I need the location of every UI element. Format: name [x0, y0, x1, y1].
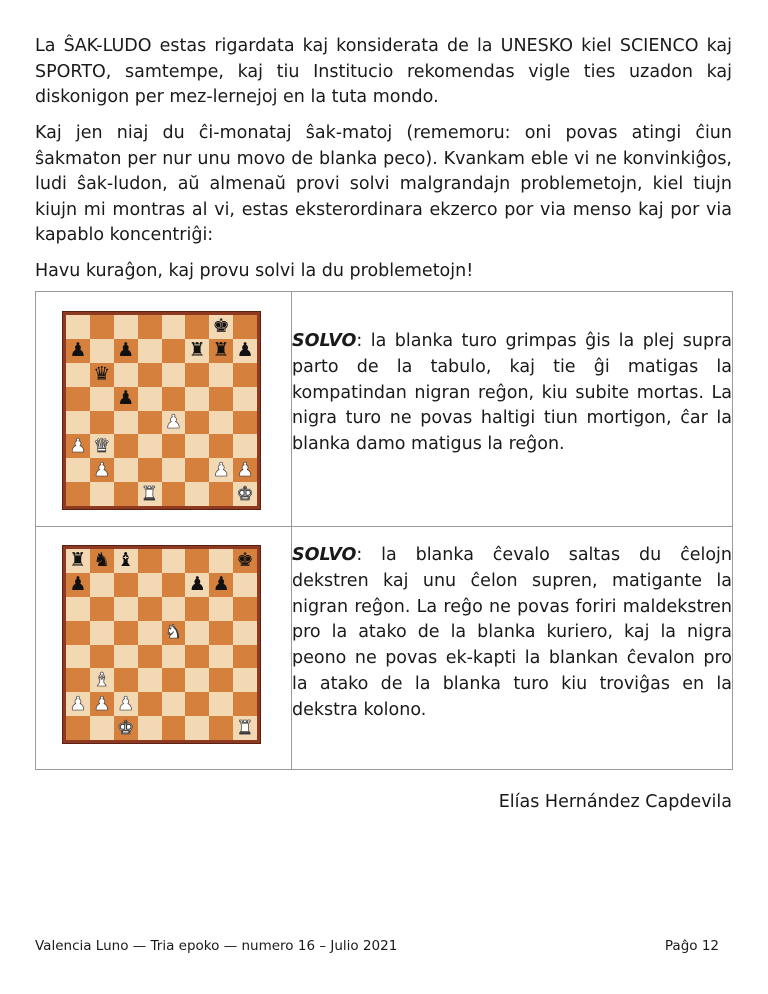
board-square: [233, 482, 257, 506]
board-square: [185, 716, 209, 740]
black-rook-icon: ♜: [69, 549, 87, 572]
board-square: [233, 387, 257, 411]
black-pawn-icon: ♟: [69, 573, 87, 596]
chessboard: [66, 549, 257, 740]
board-square: [90, 411, 114, 435]
board-square: [66, 434, 90, 458]
board-square: [162, 387, 186, 411]
white-king-icon: ♚: [236, 482, 254, 505]
board-square: [114, 434, 138, 458]
board-square: [162, 668, 186, 692]
black-pawn-icon: ♟: [212, 573, 230, 596]
board-square: [114, 411, 138, 435]
board-square: [138, 716, 162, 740]
board-square: [114, 315, 138, 339]
white-queen-icon: ♛: [93, 434, 111, 457]
board-square: [138, 363, 162, 387]
board-square: [66, 645, 90, 669]
board-square: [66, 621, 90, 645]
author-name: Elías Hernández Capdevila: [498, 792, 732, 812]
board-square: [233, 692, 257, 716]
solution-label: SOLVO: [292, 545, 357, 565]
chessboard: [66, 315, 257, 506]
board-square: [185, 692, 209, 716]
white-knight-icon: ♞: [164, 621, 182, 644]
board-square: [114, 549, 138, 573]
board-square: [209, 692, 233, 716]
black-pawn-icon: ♟: [117, 387, 135, 410]
board-square: [138, 692, 162, 716]
board-square: [90, 645, 114, 669]
board-square: [90, 387, 114, 411]
black-pawn-icon: ♟: [69, 339, 87, 362]
board-square: [138, 621, 162, 645]
white-pawn-icon: ♟: [93, 458, 111, 481]
board-square: [162, 411, 186, 435]
board-square: [138, 482, 162, 506]
board-square: [114, 573, 138, 597]
board-square: [90, 692, 114, 716]
board-square: [233, 339, 257, 363]
board-square: [138, 597, 162, 621]
board-square: [114, 363, 138, 387]
solution-body: : la blanka turo grimpas ĝis la plej supra parto de la tabulo, kaj tie ĝi matigas la kompatindan nigran reĝon, kiu subite mortas. La nigra turo ne povas haltigi tiun mortigon, ĉar la blanka damo matigus la reĝon.: [292, 331, 732, 455]
board-square: [66, 339, 90, 363]
board-square: [209, 573, 233, 597]
board-square: [233, 549, 257, 573]
board-square: [209, 434, 233, 458]
chessboard-frame: [62, 311, 261, 510]
black-pawn-icon: ♟: [117, 339, 135, 362]
board-square: [185, 621, 209, 645]
board-square: [90, 573, 114, 597]
board-square: [162, 573, 186, 597]
solution-body: : la blanka ĉevalo saltas du ĉelojn dekstren kaj unu ĉelon supren, matigante la nigran reĝon. La reĝo ne povas foriri maldekstren pro la atako de la blanka kuriero, kaj la nigra peono ne povas ek-kapti la blankan ĉevalon pro la atako de la blanka turo kiu troviĝas en la dekstra kolono.: [292, 545, 732, 720]
board-square: [233, 363, 257, 387]
board-square: [233, 645, 257, 669]
board-square: [66, 597, 90, 621]
board-square: [185, 387, 209, 411]
white-pawn-icon: ♟: [164, 410, 182, 433]
call-to-action: Havu kuraĝon, kaj provu solvi la du problemetojn!: [35, 261, 474, 281]
board-square: [138, 668, 162, 692]
board-square: [185, 363, 209, 387]
body-paragraph: Kaj jen niaj du ĉi-monataj ŝak-matoj (rememoru: oni povas atingi ĉiun ŝakmaton per nur unu movo de blanka peco). Kvankam eble vi ne konvinkiĝos, ludi ŝak-ludon, aŭ almenaŭ provi solvi malgrandajn problemetojn, kiel tiujn kiujn mi montras al vi, estas eksterordinara ekzerco por via menso kaj por via kapablo koncentriĝi:: [35, 123, 732, 245]
footer-publication: Valencia Luno — Tria epoko — numero 16 – Julio 2021: [35, 938, 398, 954]
board-square: [90, 597, 114, 621]
board-square: [185, 434, 209, 458]
black-pawn-icon: ♟: [188, 573, 206, 596]
board-square: [66, 549, 90, 573]
black-queen-icon: ♛: [93, 363, 111, 386]
board-square: [138, 549, 162, 573]
white-pawn-icon: ♟: [117, 692, 135, 715]
board-square: [162, 621, 186, 645]
board-square: [114, 482, 138, 506]
board-square: [185, 411, 209, 435]
black-bishop-icon: ♝: [117, 549, 135, 572]
puzzles-table: [35, 291, 733, 770]
board-square: [138, 315, 162, 339]
board-square: [162, 363, 186, 387]
black-king-icon: ♚: [236, 549, 254, 572]
board-square: [209, 549, 233, 573]
board-square: [162, 597, 186, 621]
board-square: [138, 573, 162, 597]
board-square: [66, 458, 90, 482]
solution-cell: [292, 527, 733, 770]
board-square: [90, 363, 114, 387]
board-square: [114, 668, 138, 692]
board-square: [114, 716, 138, 740]
board-square: [185, 668, 209, 692]
board-square: [233, 458, 257, 482]
board-square: [138, 411, 162, 435]
board-square: [66, 363, 90, 387]
solution-text: [292, 543, 732, 724]
white-pawn-icon: ♟: [69, 434, 87, 457]
white-bishop-icon: ♝: [93, 668, 111, 691]
board-cell: [36, 527, 292, 770]
board-square: [185, 458, 209, 482]
board-square: [66, 411, 90, 435]
board-square: [209, 339, 233, 363]
board-square: [114, 621, 138, 645]
board-square: [114, 387, 138, 411]
board-square: [138, 339, 162, 363]
board-square: [138, 387, 162, 411]
board-square: [185, 573, 209, 597]
board-square: [114, 597, 138, 621]
black-rook-icon: ♜: [188, 339, 206, 362]
board-square: [90, 458, 114, 482]
board-square: [233, 315, 257, 339]
board-square: [233, 668, 257, 692]
board-square: [209, 411, 233, 435]
intro-paragraph: La ŜAK-LUDO estas rigardata kaj konsiderata de la UNESKO kiel SCIENCO kaj SPORTO, samtempe, kaj tiu Institucio rekomendas vigle ties uzadon kaj diskonigon per mez-lernejoj en la tuta mondo.: [35, 36, 732, 107]
board-square: [209, 668, 233, 692]
board-square: [209, 363, 233, 387]
board-square: [114, 692, 138, 716]
board-square: [66, 315, 90, 339]
board-square: [138, 458, 162, 482]
board-square: [66, 573, 90, 597]
board-square: [233, 597, 257, 621]
board-square: [209, 597, 233, 621]
board-square: [209, 716, 233, 740]
white-pawn-icon: ♟: [236, 458, 254, 481]
black-pawn-icon: ♟: [236, 339, 254, 362]
board-square: [90, 482, 114, 506]
board-square: [162, 458, 186, 482]
board-square: [233, 621, 257, 645]
board-square: [90, 315, 114, 339]
board-square: [138, 434, 162, 458]
board-square: [162, 716, 186, 740]
board-square: [185, 482, 209, 506]
board-square: [90, 621, 114, 645]
board-square: [233, 411, 257, 435]
board-square: [66, 482, 90, 506]
board-square: [90, 434, 114, 458]
board-square: [114, 645, 138, 669]
board-square: [185, 339, 209, 363]
white-king-icon: ♚: [117, 716, 135, 739]
board-square: [66, 716, 90, 740]
board-square: [162, 434, 186, 458]
board-square: [114, 458, 138, 482]
black-rook-icon: ♜: [212, 339, 230, 362]
board-square: [162, 645, 186, 669]
white-pawn-icon: ♟: [93, 692, 111, 715]
board-square: [162, 692, 186, 716]
board-square: [209, 621, 233, 645]
board-square: [90, 549, 114, 573]
board-square: [185, 315, 209, 339]
board-square: [162, 315, 186, 339]
board-square: [233, 716, 257, 740]
white-pawn-icon: ♟: [212, 458, 230, 481]
board-square: [162, 339, 186, 363]
board-square: [209, 458, 233, 482]
white-rook-icon: ♜: [141, 482, 159, 505]
board-square: [90, 716, 114, 740]
black-knight-icon: ♞: [93, 549, 111, 572]
board-square: [209, 387, 233, 411]
board-square: [185, 549, 209, 573]
page-number: Paĝo 12: [664, 938, 719, 954]
chessboard-frame: [62, 545, 261, 744]
board-square: [90, 668, 114, 692]
white-rook-icon: ♜: [236, 716, 254, 739]
board-square: [209, 645, 233, 669]
board-square: [185, 645, 209, 669]
board-square: [66, 668, 90, 692]
board-square: [233, 434, 257, 458]
board-square: [233, 573, 257, 597]
solution-cell: [292, 292, 733, 527]
puzzle-row: [36, 527, 733, 770]
board-square: [209, 482, 233, 506]
board-square: [90, 339, 114, 363]
board-square: [209, 315, 233, 339]
board-square: [66, 692, 90, 716]
board-square: [66, 387, 90, 411]
puzzle-row: [36, 292, 733, 527]
board-square: [138, 645, 162, 669]
board-cell: [36, 292, 292, 527]
solution-label: SOLVO: [292, 331, 357, 351]
board-square: [114, 339, 138, 363]
white-pawn-icon: ♟: [69, 692, 87, 715]
solution-text: [292, 329, 732, 458]
board-square: [162, 482, 186, 506]
board-square: [185, 597, 209, 621]
board-square: [162, 549, 186, 573]
black-king-icon: ♚: [212, 315, 230, 338]
